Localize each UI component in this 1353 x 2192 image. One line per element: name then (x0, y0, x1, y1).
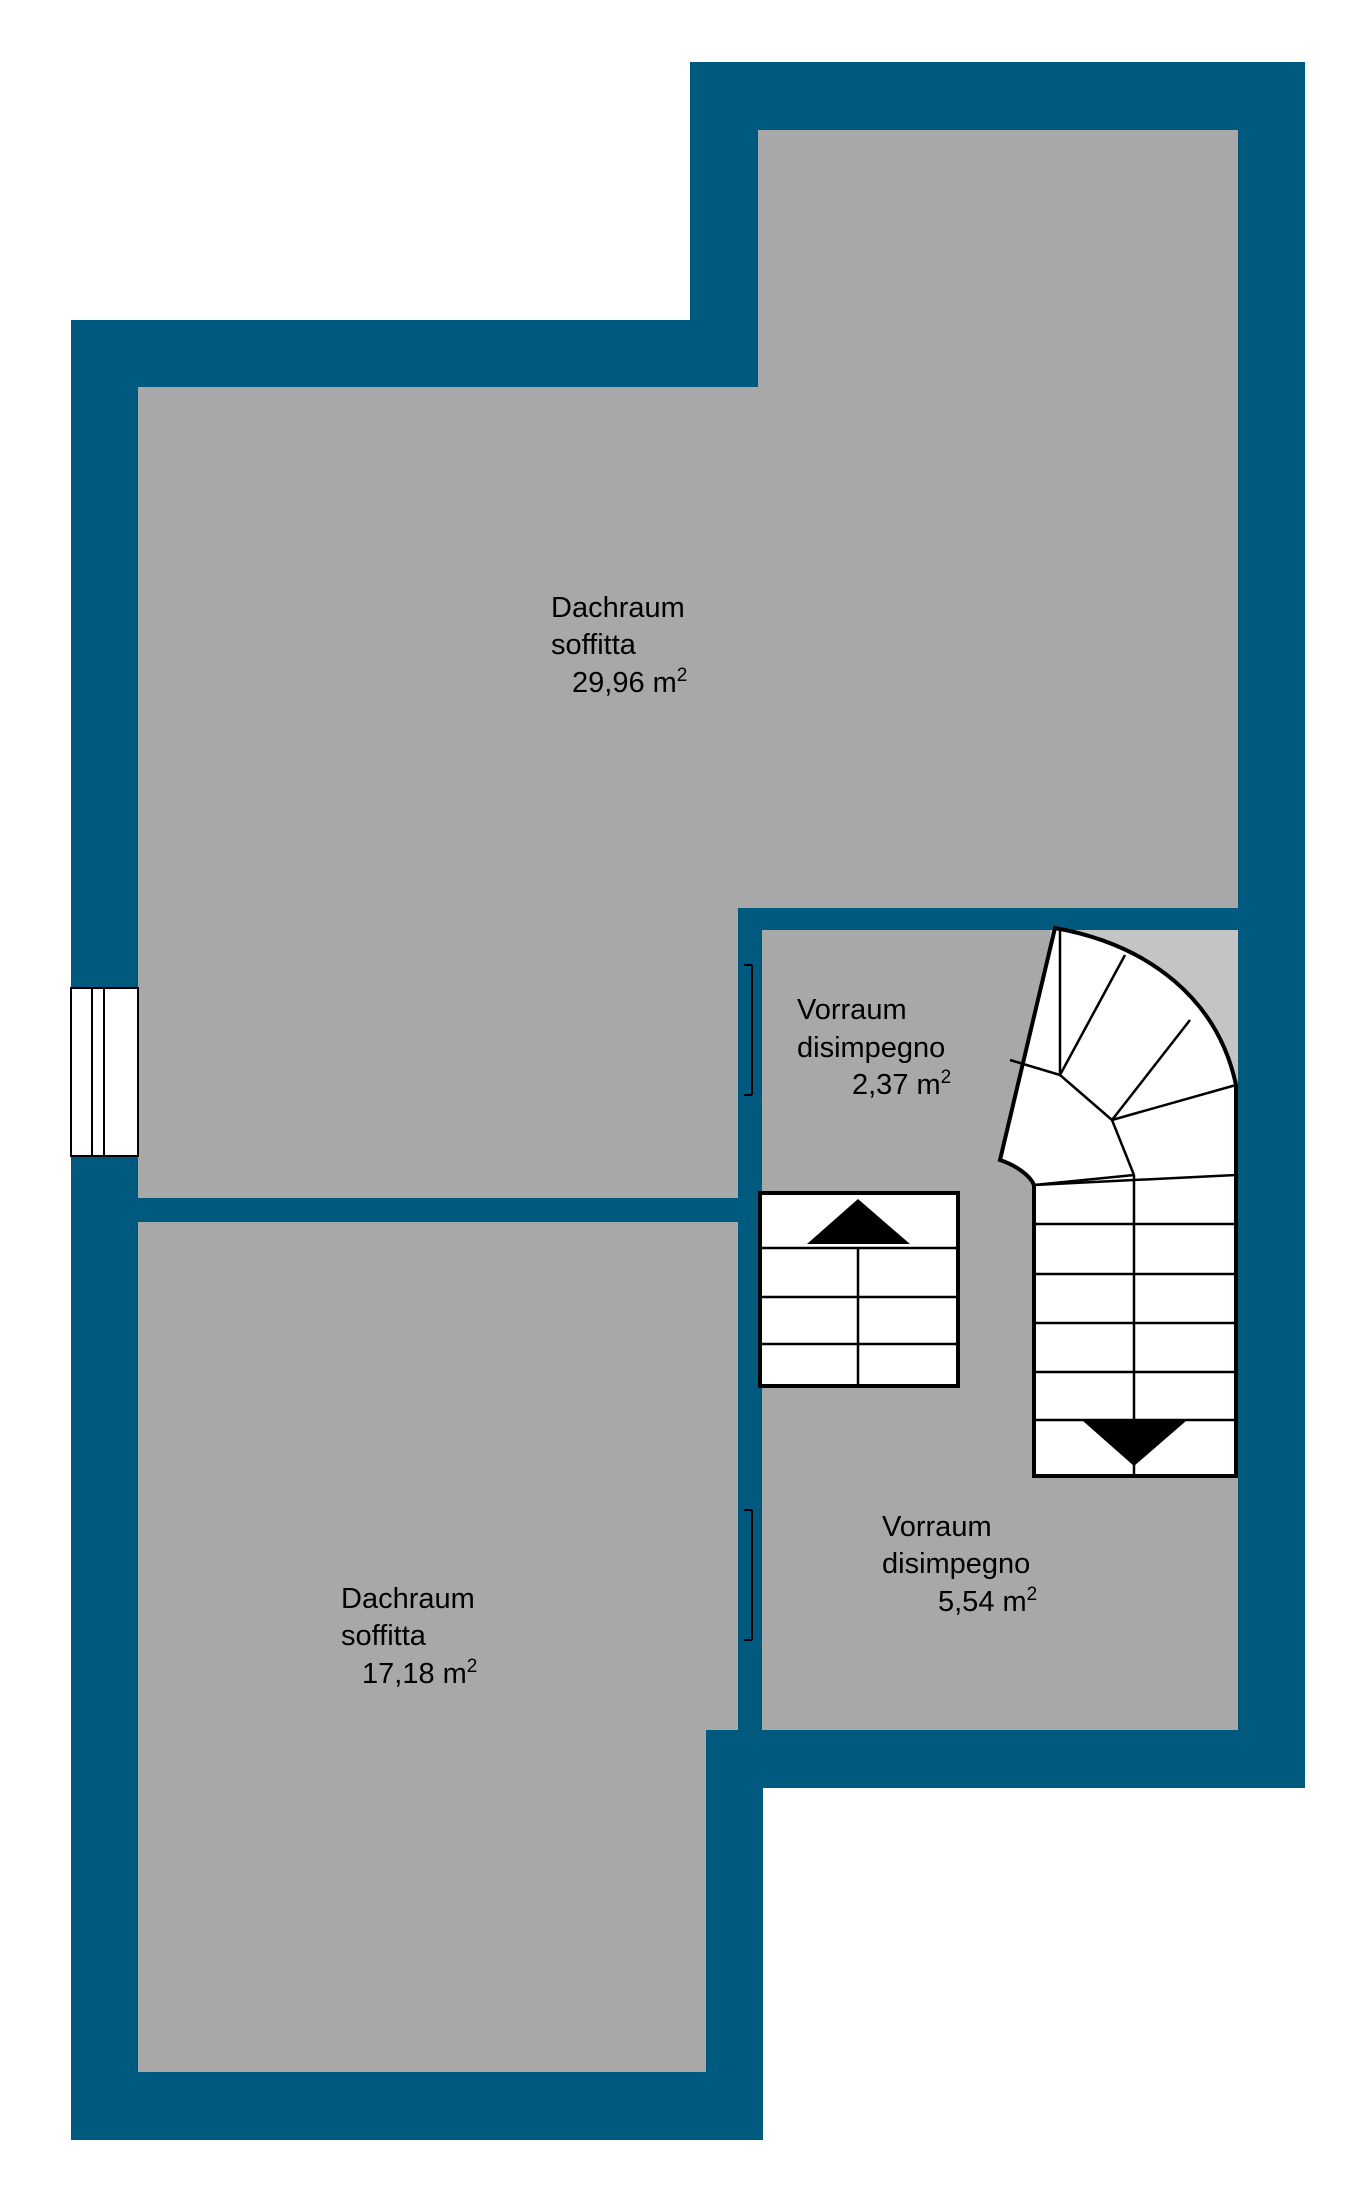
area-unit-exponent: 2 (1026, 1584, 1038, 1605)
stair-outline (1000, 928, 1236, 1476)
area-unit-exponent: 2 (940, 1067, 952, 1088)
room-area: 2,37 m (852, 1069, 941, 1101)
room-name-it: soffitta (341, 1620, 426, 1652)
room-name-it: disimpegno (882, 1548, 1031, 1580)
winding-stair (1000, 928, 1236, 1476)
room-area: 29,96 m (572, 667, 677, 699)
room-name-it: disimpegno (797, 1032, 946, 1064)
room-name-de: Vorraum (882, 1511, 992, 1543)
room-name-it: soffitta (551, 629, 636, 661)
room-name-de: Dachraum (341, 1583, 475, 1615)
room-area: 5,54 m (938, 1586, 1027, 1618)
area-unit-exponent: 2 (676, 665, 688, 686)
room-name-de: Vorraum (797, 994, 907, 1026)
room-dachraum-lower (138, 1222, 738, 2072)
window (71, 988, 138, 1156)
room-area: 17,18 m (362, 1658, 467, 1690)
straight-stair (760, 1193, 958, 1386)
area-unit-exponent: 2 (466, 1656, 478, 1677)
room-name-de: Dachraum (551, 592, 685, 624)
